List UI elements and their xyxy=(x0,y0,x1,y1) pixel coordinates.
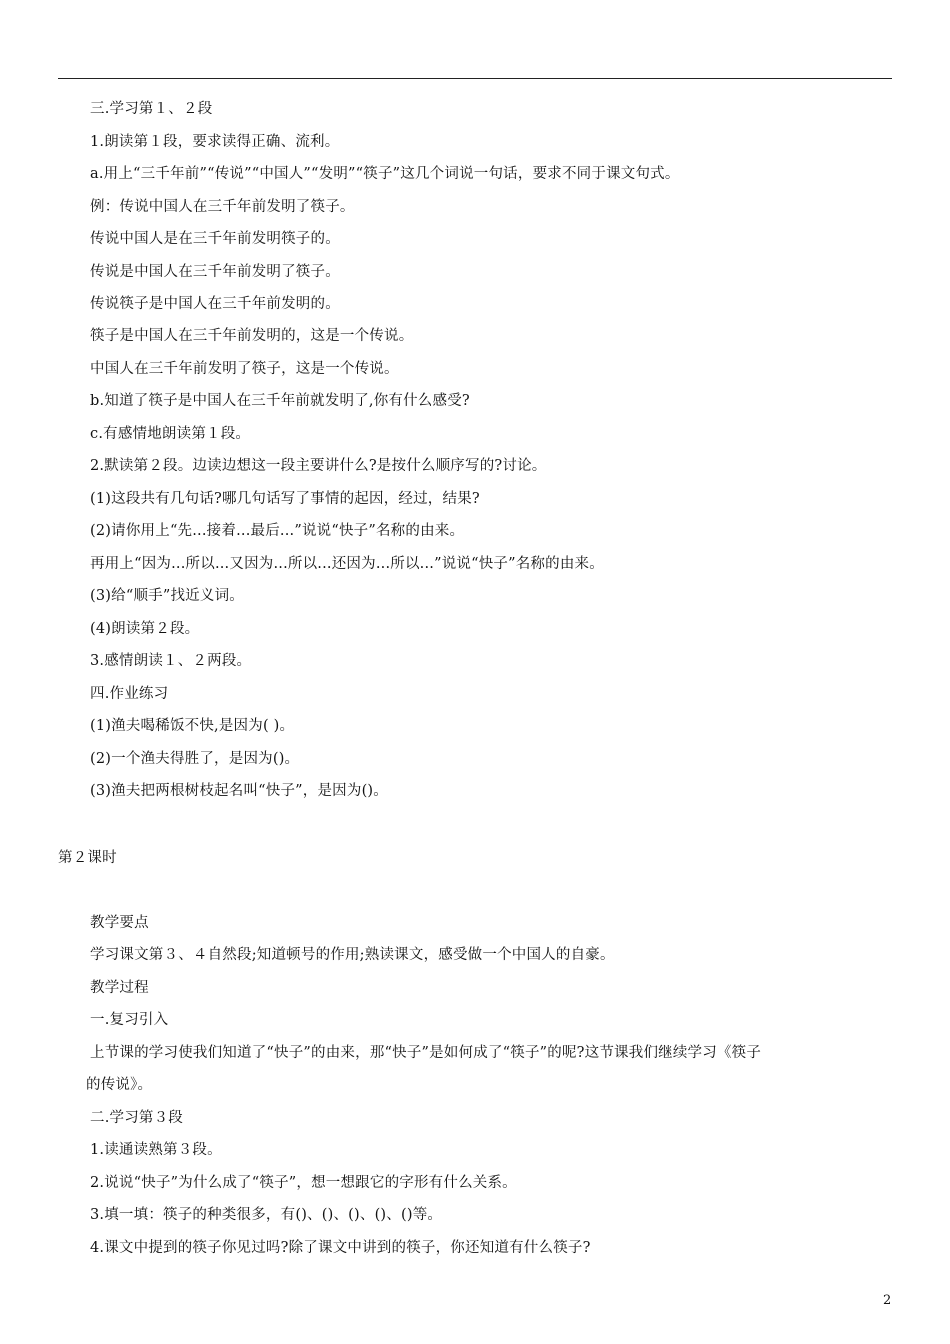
text-line: 1.朗读第１段，要求读得正确、流利。 xyxy=(90,134,340,150)
text-line: 筷子是中国人在三千年前发明的，这是一个传说。 xyxy=(90,328,414,344)
text-line: (3)渔夫把两根树枝起名叫“快子”，是因为()。 xyxy=(90,783,388,799)
section-heading: 四.作业练习 xyxy=(90,686,169,702)
section-heading: 三.学习第１、２段 xyxy=(90,101,213,117)
page-number: 2 xyxy=(883,1293,892,1308)
text-line: 上节课的学习使我们知道了“快子”的由来，那“快子”是如何成了“筷子”的呢?这节课我们继续学习《筷子 xyxy=(90,1045,762,1061)
text-line: 3.感情朗读１、２两段。 xyxy=(90,653,252,669)
section-heading: 教学过程 xyxy=(90,980,149,996)
text-line: (1)这段共有几句话?哪几句话写了事情的起因，经过，结果? xyxy=(90,491,480,507)
text-line: 传说中国人是在三千年前发明筷子的。 xyxy=(90,231,340,247)
text-line: (1)渔夫喝稀饭不快,是因为( )。 xyxy=(90,718,295,734)
text-line: 学习课文第３、４自然段;知道顿号的作用;熟读课文，感受做一个中国人的自豪。 xyxy=(90,947,615,963)
text-line: 再用上“因为...所以...又因为...所以...还因为...所以...”说说“快子”名称的由来。 xyxy=(90,556,604,572)
text-line: 4.课文中提到的筷子你见过吗?除了课文中讲到的筷子，你还知道有什么筷子? xyxy=(90,1240,591,1256)
text-line: 传说筷子是中国人在三千年前发明的。 xyxy=(90,296,340,312)
text-line: (2)一个渔夫得胜了，是因为()。 xyxy=(90,751,300,767)
section-heading: 教学要点 xyxy=(90,915,149,931)
text-line: 的传说》。 xyxy=(86,1077,153,1093)
text-line: 1.读通读熟第３段。 xyxy=(90,1142,222,1158)
lesson-heading: 第２课时 xyxy=(58,850,117,866)
text-line: c.有感情地朗读第１段。 xyxy=(90,426,251,442)
text-line: (2)请你用上“先...接着...最后...”说说“快子”名称的由来。 xyxy=(90,523,465,539)
section-heading: 一.复习引入 xyxy=(90,1012,169,1028)
text-line: 2.默读第２段。边读边想这一段主要讲什么?是按什么顺序写的?讨论。 xyxy=(90,458,547,474)
text-line: 3.填一填：筷子的种类很多，有()、()、()、()、()等。 xyxy=(90,1207,443,1223)
header-rule xyxy=(58,78,892,79)
text-line: a.用上“三千年前”“传说”“中国人”“发明”“筷子”这几个词说一句话，要求不同于课文句式。 xyxy=(90,166,680,182)
text-line: 传说是中国人在三千年前发明了筷子。 xyxy=(90,264,340,280)
text-line: 例：传说中国人在三千年前发明了筷子。 xyxy=(90,199,355,215)
section-heading: 二.学习第３段 xyxy=(90,1110,184,1126)
text-line: 2.说说“快子”为什么成了“筷子”，想一想跟它的字形有什么关系。 xyxy=(90,1175,517,1191)
text-line: (4)朗读第２段。 xyxy=(90,621,200,637)
text-line: b.知道了筷子是中国人在三千年前就发明了,你有什么感受? xyxy=(90,393,470,409)
text-line: (3)给“顺手”找近义词。 xyxy=(90,588,244,604)
text-line: 中国人在三千年前发明了筷子，这是一个传说。 xyxy=(90,361,399,377)
